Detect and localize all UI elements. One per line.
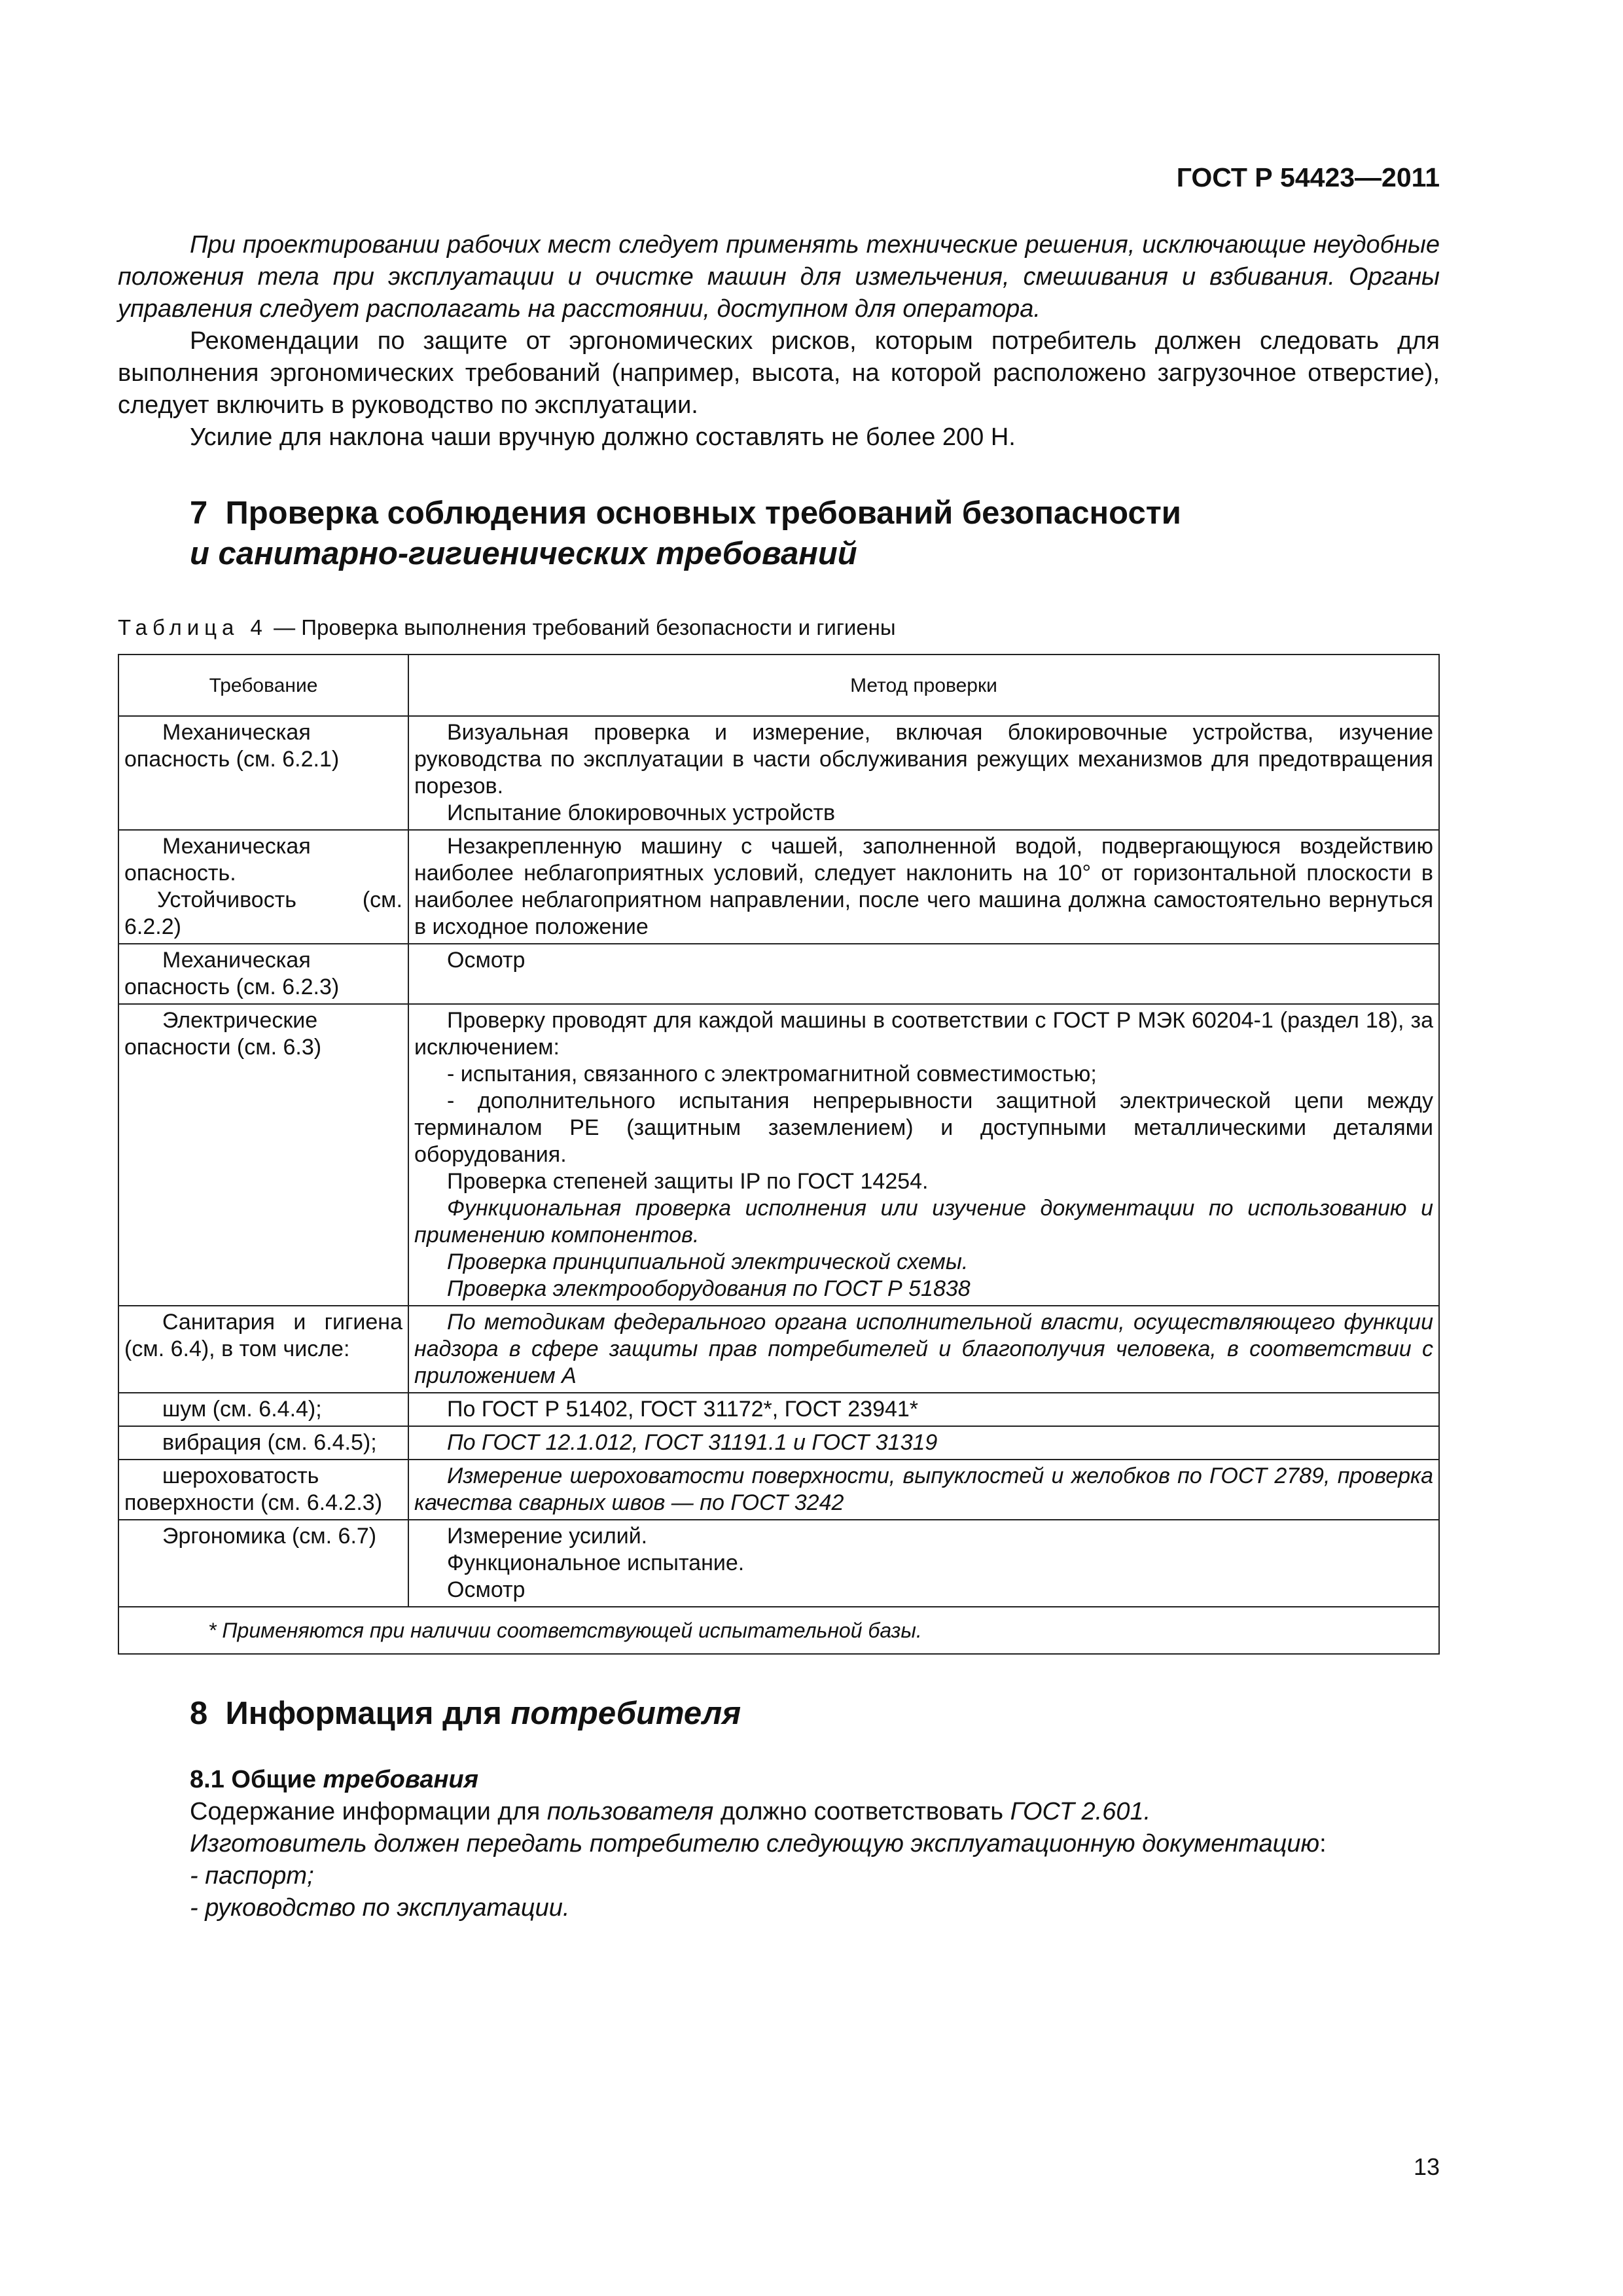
requirement-cell: Эргономика (см. 6.7): [118, 1520, 408, 1607]
list-item: - паспорт;: [190, 1862, 314, 1890]
requirement-cell: Механическая опасность (см. 6.2.1): [118, 716, 408, 830]
requirement-cell: Санитария и гигиена (см. 6.4), в том числе:: [118, 1306, 408, 1393]
method-cell: [408, 830, 1439, 944]
requirement-cell: Механическая опасность (см. 6.2.3): [118, 944, 408, 1004]
page-body: [118, 229, 1440, 1924]
table-row: [118, 1004, 1439, 1306]
requirement-cell: вибрация (см. 6.4.5);: [118, 1426, 408, 1460]
table-footnote: * Применяются при наличии соответствующей испытательной базы.: [118, 1607, 1439, 1654]
requirement-cell: шум (см. 6.4.4);: [118, 1393, 408, 1426]
method-cell: [408, 1426, 1439, 1460]
method-line: Проверка электрооборудования по ГОСТ Р 51838: [447, 1276, 971, 1301]
text-run: :: [1319, 1830, 1327, 1857]
intro-paragraph-2: Рекомендации по защите от эргономических рисков, которым потребитель должен следовать для выполнения эргономических требований (например, высота, на которой расположено загрузочное отверстие), следует включить в руководство по эксплуатации.: [118, 327, 1440, 419]
text-run-italic: пользователя: [546, 1798, 714, 1825]
section-7-number: 7: [190, 495, 208, 531]
method-line: Функциональная проверка исполнения или изучение документации по использованию и применению компонентов.: [414, 1196, 1433, 1247]
table-header-row: [118, 655, 1439, 716]
subsection-title-italic: требования: [323, 1766, 478, 1793]
method-cell: [408, 1306, 1439, 1393]
table-row: [118, 716, 1439, 830]
table-row: [118, 1520, 1439, 1607]
method-cell: [408, 1393, 1439, 1426]
subsection-title: Общие: [224, 1766, 323, 1793]
table-row: [118, 1460, 1439, 1520]
requirement-cell: шероховатость поверхности (см. 6.4.2.3): [118, 1460, 408, 1520]
section-8-title: Информация для: [225, 1696, 511, 1731]
method-line: По ГОСТ Р 51402, ГОСТ 31172*, ГОСТ 23941*: [447, 1397, 919, 1422]
table-row: [118, 830, 1439, 944]
method-line: Проверка степеней защиты IP по ГОСТ 14254.: [447, 1169, 929, 1194]
section-8-heading: [118, 1695, 1440, 1732]
method-line: По ГОСТ 12.1.012, ГОСТ 31191.1 и ГОСТ 31319: [447, 1430, 938, 1455]
intro-paragraph-3: Усилие для наклона чаши вручную должно составлять не более 200 Н.: [190, 423, 1016, 451]
requirement-line: Устойчивость (см. 6.2.2): [124, 888, 402, 939]
method-line: Измерение усилий.: [447, 1524, 648, 1549]
table-4: [118, 654, 1440, 1655]
section-7-title-line2: и санитарно-гигиенических требований: [190, 536, 857, 571]
method-cell: [408, 716, 1439, 830]
section-7-title-line1: Проверка соблюдения основных требований безопасности: [225, 495, 1181, 531]
section-7-heading: [118, 493, 1440, 574]
method-line: - испытания, связанного с электромагнитной совместимостью;: [447, 1062, 1097, 1086]
subsection-number: 8.1: [190, 1766, 224, 1793]
method-cell: [408, 1460, 1439, 1520]
method-line: Незакрепленную машину с чашей, заполненной водой, подвергающуюся воздействию наиболее неблагоприятных условий, следует наклонить на 10° от горизонтальной плоскости в наиболее неблагоприятном направлении, после чего машина должна самостоятельно вернуться в исходное положение: [414, 834, 1433, 939]
method-cell: [408, 944, 1439, 1004]
documentation-list: [118, 1860, 1440, 1924]
requirement-line: Механическая опасность.: [124, 834, 311, 886]
method-line: Измерение шероховатости поверхности, выпуклостей и желобков по ГОСТ 2789, проверка качества сварных швов — по ГОСТ 3242: [414, 1463, 1433, 1515]
method-cell: [408, 1520, 1439, 1607]
table-caption-text: — Проверка выполнения требований безопасности и гигиены: [267, 615, 896, 639]
table-footnote-row: [118, 1607, 1439, 1654]
text-run: должно соответствовать: [713, 1798, 1010, 1825]
method-line: По методикам федерального органа исполнительной власти, осуществляющего функции надзора в сфере защиты прав потребителей и благополучия человека, в соответствии с приложением А: [414, 1310, 1433, 1388]
text-run-italic: ГОСТ 2.601.: [1010, 1798, 1151, 1825]
method-line: Функциональное испытание.: [447, 1551, 745, 1575]
document-header: ГОСТ Р 54423—2011: [1176, 162, 1440, 192]
column-header-requirement: Требование: [118, 655, 408, 716]
column-header-method: Метод проверки: [408, 655, 1439, 716]
method-line: Проверка принципиальной электрической схемы.: [447, 1249, 969, 1274]
method-line: Визуальная проверка и измерение, включая блокировочные устройства, изучение руководства по эксплуатации в части обслуживания режущих механизмов для предотвращения порезов.: [414, 720, 1433, 798]
table-row: [118, 1426, 1439, 1460]
method-line: Осмотр: [447, 1577, 526, 1602]
section-8-paragraph-2: [118, 1828, 1440, 1860]
method-line: Испытание блокировочных устройств: [447, 800, 836, 825]
table-row: [118, 1393, 1439, 1426]
requirement-cell: [118, 830, 408, 944]
method-line: Осмотр: [447, 948, 526, 973]
table-row: [118, 944, 1439, 1004]
section-8-number: 8: [190, 1696, 208, 1731]
table-row: [118, 1306, 1439, 1393]
section-8-paragraph-1: [118, 1796, 1440, 1828]
page-number: 13: [1413, 2153, 1440, 2180]
table-4-caption: [118, 613, 1440, 642]
table-caption-label: Таблица 4: [118, 615, 268, 639]
method-cell: [408, 1004, 1439, 1306]
requirement-cell: Электрические опасности (см. 6.3): [118, 1004, 408, 1306]
list-item: - руководство по эксплуатации.: [190, 1894, 570, 1922]
section-8-title-italic: потребителя: [510, 1696, 741, 1731]
text-run: Содержание информации для: [190, 1798, 547, 1825]
method-line: - дополнительного испытания непрерывности защитной электрической цепи между терминалом РЕ (защитным заземлением) и доступными металлическими деталями оборудования.: [414, 1088, 1433, 1167]
subsection-8-1-heading: [118, 1763, 1440, 1796]
intro-paragraph-1: При проектировании рабочих мест следует применять технические решения, исключающие неудобные положения тела при эксплуатации и очистке машин для измельчения, смешивания и взбивания. Органы управления следует располагать на расстоянии, доступном для оператора.: [118, 231, 1440, 323]
method-line: Проверку проводят для каждой машины в соответствии с ГОСТ Р МЭК 60204-1 (раздел 18), за исключением:: [414, 1008, 1433, 1060]
text-run-italic: Изготовитель должен передать потребителю следующую эксплуатационную документацию: [190, 1830, 1320, 1857]
